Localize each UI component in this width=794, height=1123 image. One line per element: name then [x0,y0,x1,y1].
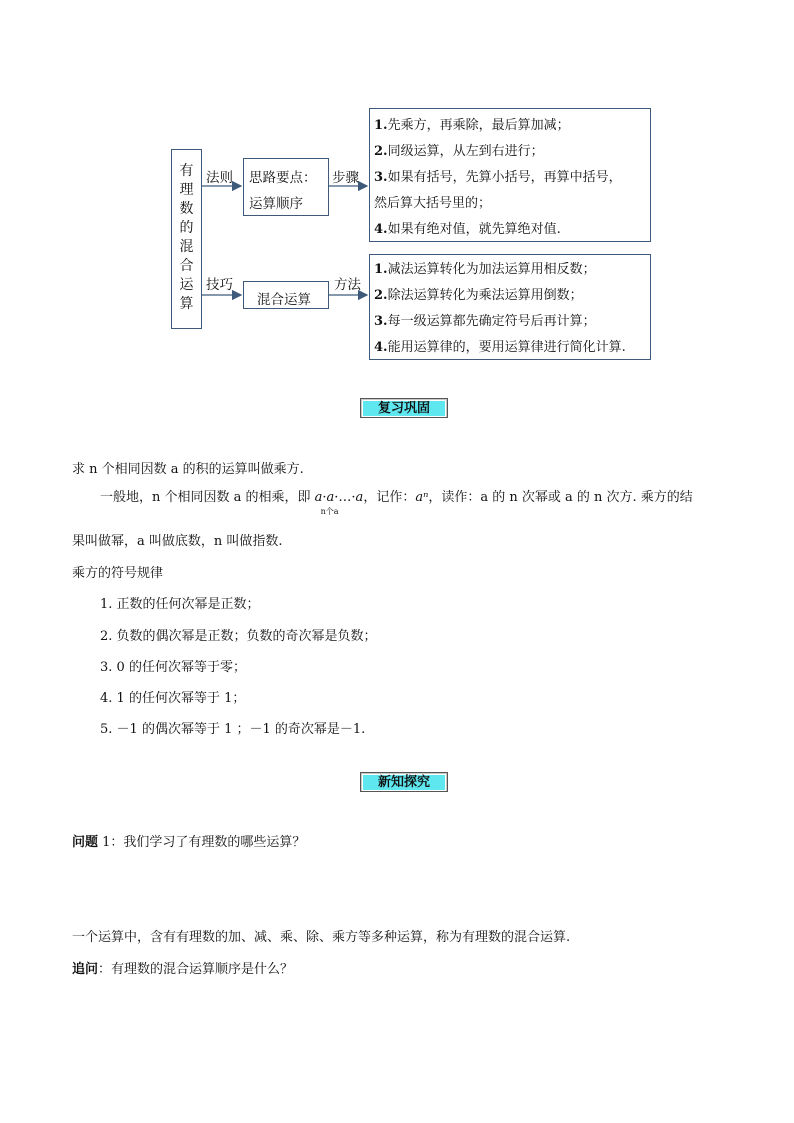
rule-label: 法则 [206,170,233,186]
steps-label: 步骤 [332,170,359,186]
step-item: 4.如果有绝对值，就先算绝对值. [374,222,561,237]
sign-rule: 2. 负数的偶次幂是正数；负数的奇次幂是负数； [100,629,377,644]
root-text: 有 理 数 的 混 合 运 算 [179,163,194,312]
question-1: 问题 1：我们学习了有理数的哪些运算？ [72,835,306,850]
method-item: 3.每一级运算都先确定符号后再计算； [374,314,596,329]
mixed-box-text: 混合运算 [257,292,311,308]
skill-label: 技巧 [206,277,233,293]
mixed-box [243,281,329,309]
mixed-operation-definition: 一个运算中，含有有理数的加、减、乘、除、乘方等多种运算，称为有理数的混合运算. [72,930,571,945]
root-box [171,149,202,329]
thought-line2: 运算顺序 [249,196,303,212]
followup-question: 追问：有理数的混合运算顺序是什么？ [72,962,294,977]
formula: a·a·…·a n个a [314,490,364,516]
method-item: 4.能用运算律的，要用运算律进行简化计算. [374,340,626,355]
step-item: 然后算大括号里的； [374,196,492,211]
method-item: 1.减法运算转化为加法运算用相反数； [374,262,596,277]
sign-rule: 3. 0 的任何次幂等于零； [100,660,246,675]
method-label: 方法 [334,277,361,293]
thought-line1: 思路要点： [249,170,317,186]
step-item: 1.先乘方，再乘除，最后算加减； [374,118,570,133]
sign-rule: 1. 正数的任何次幂是正数； [100,597,260,612]
step-item: 2.同级运算，从左到右进行； [374,144,544,159]
methods-box [369,254,651,360]
sign-rule: 5. －1 的偶次幂等于 1 ；－1 的奇次幂是－1. [100,722,366,737]
review-line2: 一般地，n 个相同因数 a 的相乘，即 a·a·…·a n个a ，记作：aⁿ，读作：a 的 n 次幂或 a 的 n 次方. 乘方的结 [100,490,693,516]
method-item: 2.除法运算转化为乘法运算用倒数； [374,288,583,303]
step-item: 3.如果有括号，先算小括号，再算中括号， [374,170,622,185]
thought-box [243,158,329,216]
steps-box [369,108,651,242]
review-line1: 求 n 个相同因数 a 的积的运算叫做乘方. [72,462,304,477]
review-line3: 果叫做幂，a 叫做底数，n 叫做指数. [72,534,283,549]
power-notation: aⁿ [415,490,429,505]
section-title-review: 复习巩固 [360,398,448,418]
formula-underbrace-label: n个a [320,507,339,516]
sign-rule: 4. 1 的任何次幂等于 1； [100,691,246,706]
section-title-explore: 新知探究 [360,772,448,792]
sign-rules-title: 乘方的符号规律 [72,566,164,581]
